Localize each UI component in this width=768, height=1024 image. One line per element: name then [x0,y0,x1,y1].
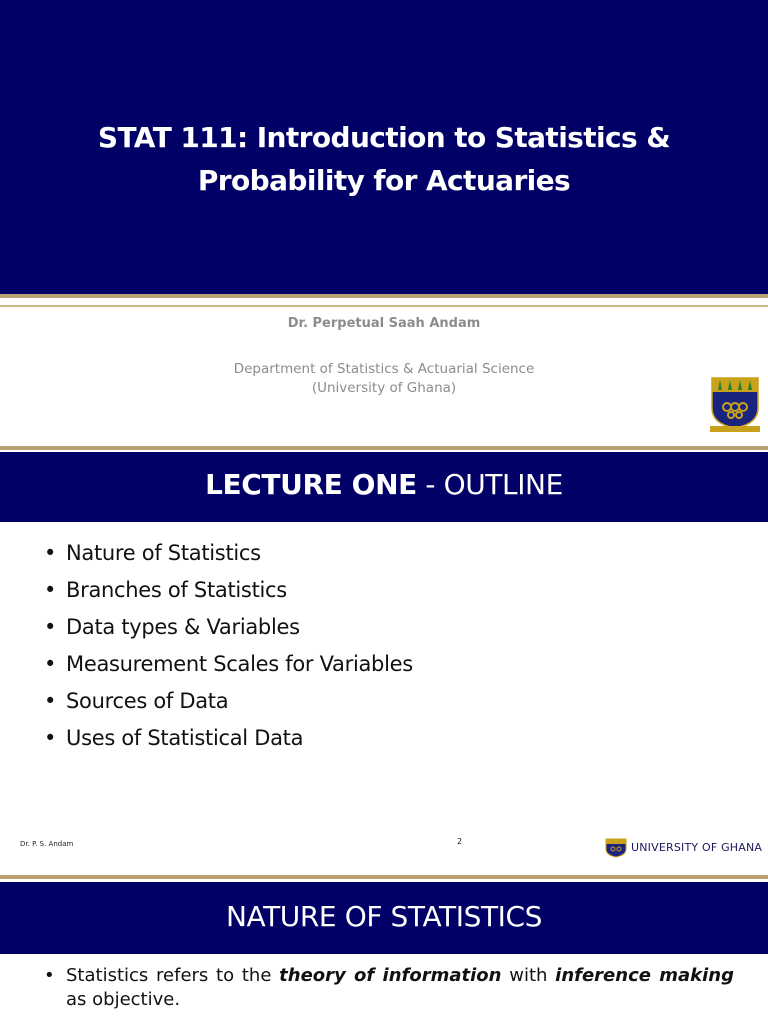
list-item [44,538,413,575]
lecture-title-bold: LECTURE ONE [205,468,417,501]
gold-divider [0,294,768,298]
nature-text-part: with [501,965,556,986]
list-item [44,649,413,686]
bullet: • [44,578,57,602]
list-item [44,723,413,760]
bullet: • [44,652,57,676]
department [0,360,768,398]
nature-paragraph [44,964,734,1012]
outline-item-label: Nature of Statistics [66,541,261,565]
outline-item-label: Data types & Variables [66,615,300,639]
nature-text-part: as objective. [66,989,181,1010]
course-title [0,116,768,202]
nature-emphasis: theory of information [279,965,502,986]
nature-text-part: Statistics refers to the [66,965,280,986]
page-number: 2 [457,837,463,846]
bullet: • [44,965,55,986]
outline-item-label: Branches of Statistics [66,578,287,602]
bullet: • [44,726,57,750]
bullet: • [44,689,57,713]
bullet: • [44,541,57,565]
university-crest-icon [706,374,764,434]
university-logo-icon [604,838,628,858]
department-line-2: (University of Ghana) [311,380,457,396]
outline-item-label: Uses of Statistical Data [66,726,304,750]
gold-divider [0,875,768,879]
lecture-title [0,468,768,501]
nature-title: NATURE OF STATISTICS [225,900,543,933]
gold-divider [0,446,768,450]
nature-bullet [44,964,734,1012]
author-name: Dr. Perpetual Saah Andam [287,316,481,331]
footer-university-name: UNIVERSITY OF GHANA [631,841,763,854]
bullet: • [44,615,57,639]
course-title-line-2: Probability for Actuaries [197,164,571,197]
department-line-1: Department of Statistics & Actuarial Science [233,361,535,377]
list-item [44,686,413,723]
nature-emphasis: inference making [555,965,734,986]
list-item [44,612,413,649]
outline-item-label: Sources of Data [66,689,229,713]
course-title-line-1: STAT 111: Introduction to Statistics & [97,121,671,154]
list-item [44,575,413,612]
outline-item-label: Measurement Scales for Variables [66,652,413,676]
footer-author: Dr. P. S. Andam [20,840,74,848]
gold-divider-thin [0,305,768,307]
outline-list [44,538,413,760]
lecture-title-rest: - OUTLINE [416,468,563,501]
